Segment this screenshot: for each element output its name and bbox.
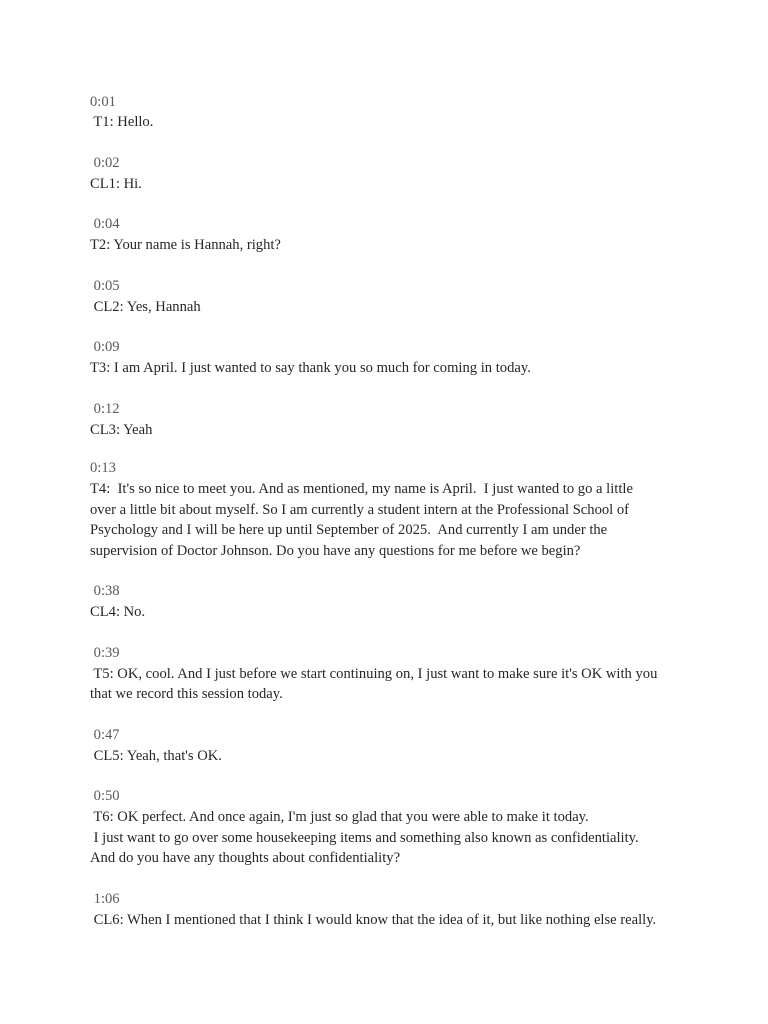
timestamp: 0:09 xyxy=(90,339,120,355)
timestamp: 0:12 xyxy=(90,401,120,417)
utterance-line: Psychology and I will be here up until September of 2025. And currently I am under the xyxy=(90,522,608,538)
timestamp: 1:06 xyxy=(90,891,120,907)
timestamp: 0:50 xyxy=(90,788,120,804)
timestamp: 0:04 xyxy=(90,216,120,232)
timestamp: 0:13 xyxy=(90,460,116,476)
utterance-line: CL6: When I mentioned that I think I would know that the idea of it, but like nothing else really. xyxy=(90,912,657,928)
utterance-line: And do you have any thoughts about confidentiality? xyxy=(90,850,401,866)
utterance-line: CL4: No. xyxy=(90,604,146,620)
utterance-line: CL3: Yeah xyxy=(90,422,153,438)
utterance-line: that we record this session today. xyxy=(90,686,283,702)
timestamp: 0:05 xyxy=(90,278,120,294)
utterance-line: supervision of Doctor Johnson. Do you have any questions for me before we begin? xyxy=(90,543,581,559)
timestamp: 0:01 xyxy=(90,94,116,110)
utterance-line: I just want to go over some housekeeping items and something also known as confidentiality. xyxy=(90,830,639,846)
utterance-line: T1: Hello. xyxy=(90,114,154,130)
utterance-line: CL5: Yeah, that's OK. xyxy=(90,748,222,764)
utterance-line: T4: It's so nice to meet you. And as mentioned, my name is April. I just wanted to go a little xyxy=(90,481,633,497)
utterance-line: T3: I am April. I just wanted to say thank you so much for coming in today. xyxy=(90,360,531,376)
utterance-line: T6: OK perfect. And once again, I'm just so glad that you were able to make it today. xyxy=(90,809,589,825)
timestamp: 0:02 xyxy=(90,155,120,171)
utterance-line: T2: Your name is Hannah, right? xyxy=(90,237,281,253)
utterance-line: T5: OK, cool. And I just before we start continuing on, I just want to make sure it's OK with you xyxy=(90,666,658,682)
timestamp: 0:39 xyxy=(90,645,120,661)
timestamp: 0:38 xyxy=(90,583,120,599)
utterance-line: CL2: Yes, Hannah xyxy=(90,299,201,315)
utterance-line: over a little bit about myself. So I am currently a student intern at the Professional School of xyxy=(90,502,630,518)
utterance-line: CL1: Hi. xyxy=(90,176,142,192)
timestamp: 0:47 xyxy=(90,727,120,743)
